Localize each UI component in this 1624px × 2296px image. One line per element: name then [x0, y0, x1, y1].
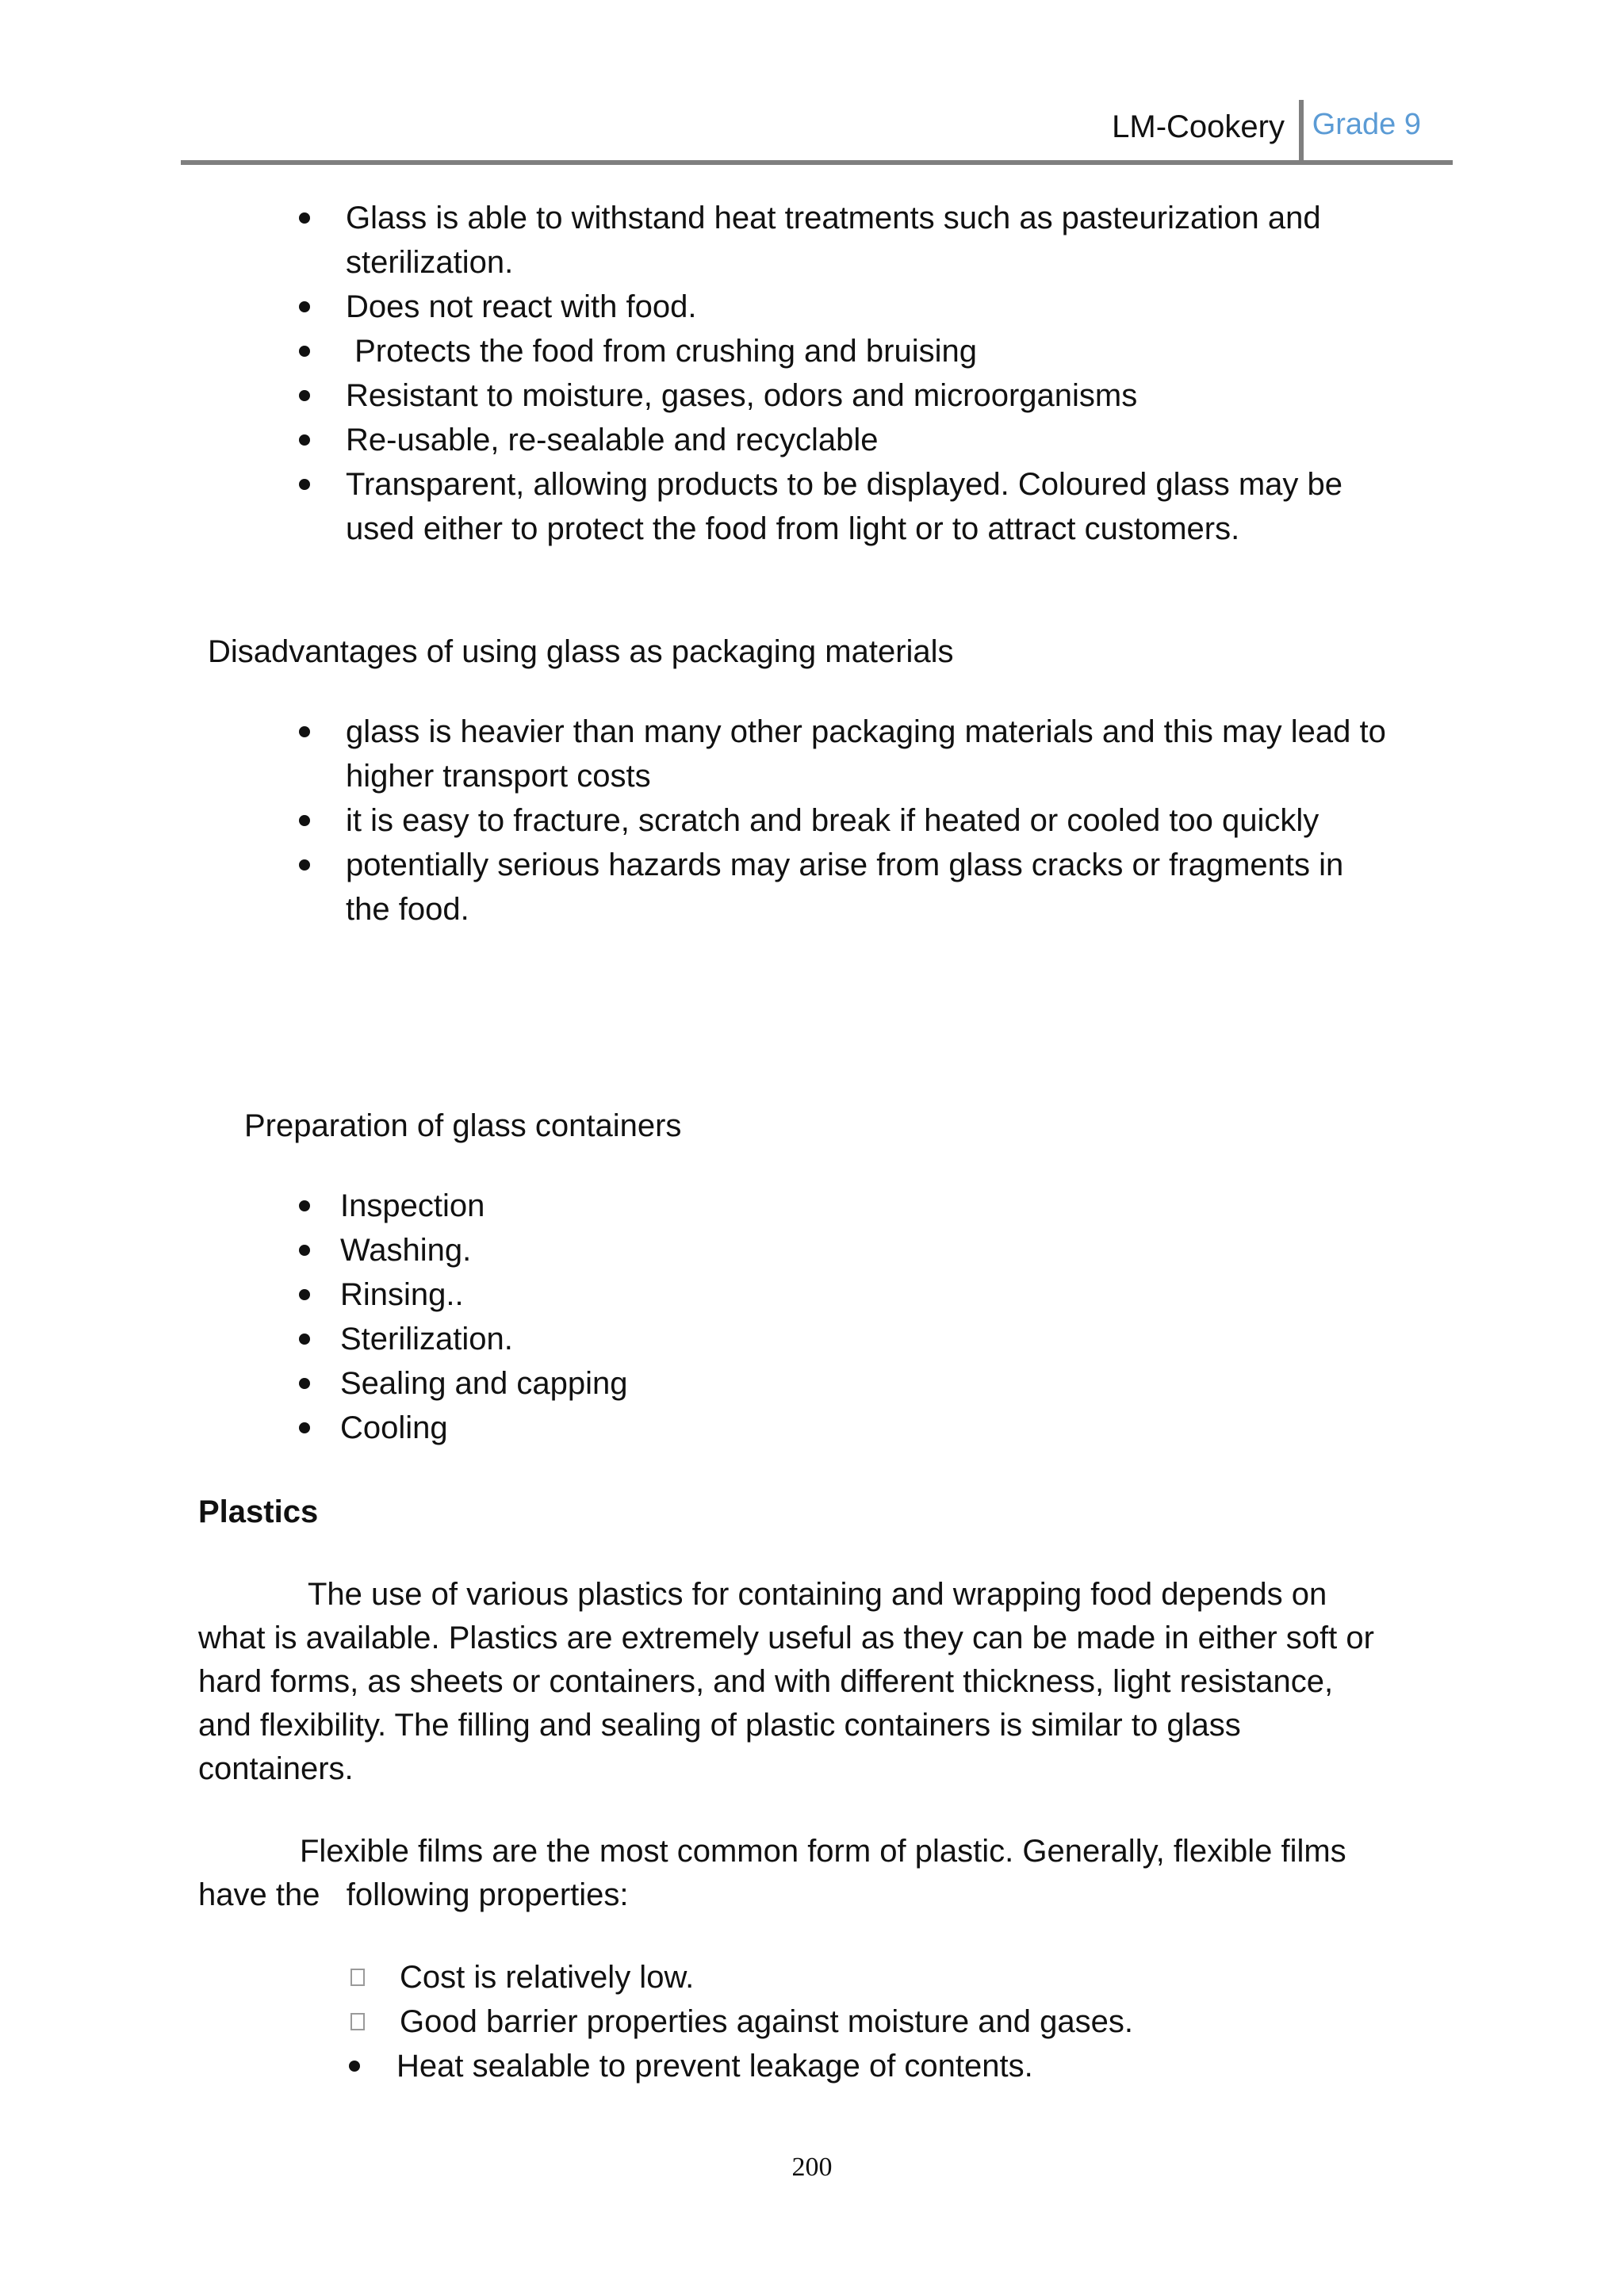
page-number: 200 [791, 2152, 833, 2182]
bullet-icon [299, 390, 310, 401]
bullet-icon [299, 1200, 310, 1211]
bullet-icon [299, 212, 310, 224]
bullet-icon [299, 1289, 310, 1300]
bullet-icon [299, 859, 310, 871]
paragraph-line: Flexible films are the most common form of plastic. Generally, flexible films [300, 1834, 1346, 1869]
list-item-continuation: sterilization. [346, 245, 514, 280]
list-item: Does not react with food. [346, 289, 697, 324]
missing-glyph-box-icon [350, 1969, 365, 1986]
list-item-continuation: the food. [346, 892, 469, 927]
paragraph-line: The use of various plastics for containing and wrapping food depends on [308, 1577, 1327, 1612]
paragraph-line: and flexibility. The filling and sealing of plastic containers is similar to glass [198, 1708, 1241, 1743]
bullet-icon [299, 1334, 310, 1345]
list-item: glass is heavier than many other packaging materials and this may lead to [346, 714, 1386, 749]
bullet-icon [299, 815, 310, 826]
list-item: Cost is relatively low. [400, 1960, 695, 1995]
list-item-continuation: higher transport costs [346, 759, 651, 794]
paragraph-line: what is available. Plastics are extremely useful as they can be made in either soft or [198, 1621, 1374, 1655]
list-item: Good barrier properties against moisture and gases. [400, 2004, 1133, 2039]
header-divider [1299, 100, 1304, 160]
missing-glyph-box-icon [350, 2013, 365, 2030]
header-title: LM-Cookery [1112, 109, 1285, 144]
list-item: Resistant to moisture, gases, odors and microorganisms [346, 378, 1138, 413]
list-item: Sterilization. [340, 1322, 513, 1357]
bullet-icon [299, 726, 310, 737]
list-item: Transparent, allowing products to be displayed. Coloured glass may be [346, 467, 1342, 502]
list-item: Washing. [340, 1233, 472, 1268]
bullet-icon [299, 434, 310, 446]
list-item: Re-usable, re-sealable and recyclable [346, 423, 879, 457]
list-item: it is easy to fracture, scratch and break if heated or cooled too quickly [346, 803, 1320, 838]
list-item: Heat sealable to prevent leakage of contents. [396, 2049, 1033, 2084]
list-item: Protects the food from crushing and bruising [346, 334, 977, 369]
bullet-icon [299, 479, 310, 490]
list-item: Cooling [340, 1410, 448, 1445]
bullet-icon [299, 1422, 310, 1433]
paragraph-line: containers. [198, 1751, 354, 1786]
bullet-icon [349, 2061, 360, 2072]
preparation-heading: Preparation of glass containers [244, 1108, 682, 1143]
paragraph-line: have the following properties: [198, 1877, 629, 1912]
bullet-icon [299, 346, 310, 357]
bullet-icon [299, 1378, 310, 1389]
header-grade: Grade 9 [1312, 108, 1421, 141]
plastics-heading: Plastics [198, 1494, 319, 1529]
list-item-continuation: used either to protect the food from light or to attract customers. [346, 511, 1240, 546]
list-item: Inspection [340, 1188, 485, 1223]
list-item: Sealing and capping [340, 1366, 628, 1401]
paragraph-line: hard forms, as sheets or containers, and with different thickness, light resistance, [198, 1664, 1334, 1699]
disadvantages-heading: Disadvantages of using glass as packaging materials [208, 634, 954, 669]
bullet-icon [299, 301, 310, 312]
bullet-icon [299, 1245, 310, 1256]
list-item: Glass is able to withstand heat treatments such as pasteurization and [346, 201, 1321, 235]
list-item: Rinsing.. [340, 1277, 464, 1312]
list-item: potentially serious hazards may arise from glass cracks or fragments in [346, 848, 1344, 882]
page-header [181, 97, 1453, 165]
